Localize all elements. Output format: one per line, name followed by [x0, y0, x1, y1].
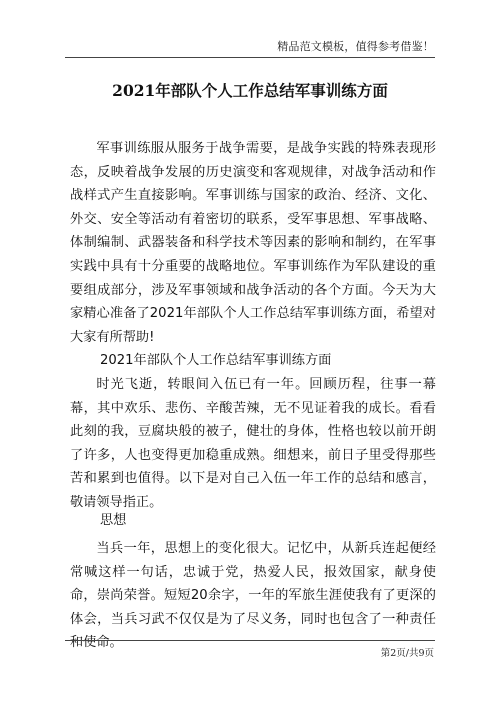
header-note: 精品范文模板，值得参考借鉴！: [277, 40, 434, 53]
section-heading-thought: 思想: [100, 513, 127, 528]
page-number: 第2页/共9页: [380, 648, 434, 659]
thought-paragraph-block: [70, 537, 436, 655]
thought-paragraph: 当兵一年，思想上的变化很大。记忆中，从新兵连起便经常喊这样一句话，忠诚于党，热爱人民，报效国家，献身使命，崇尚荣誉。短短20余字，一年的军旅生涯使我有了更深的体会，当兵习武不仅仅是为了尽义务，同时也包含了一种责任和使命。: [70, 541, 436, 651]
intro-paragraph-block: [70, 137, 436, 349]
article-subtitle: 2021年部队个人工作总结军事训练方面: [100, 353, 332, 368]
opening-paragraph: 时光飞逝，转眼间入伍已有一年。回顾历程，往事一幕幕，其中欢乐、悲伤、辛酸苦辣，无不见证着我的成长。看看此刻的我，豆腐块般的被子，健壮的身体，性格也较以前开朗了许多，人也变得更加稳重成熟。细想来，前日子里受得那些苦和累到也值得。以下是对自己入伍一年工作的总结和感言，敬请领导指正。: [70, 377, 436, 510]
header-divider: [65, 57, 435, 58]
opening-paragraph-block: [70, 373, 436, 515]
intro-paragraph: 军事训练服从服务于战争需要，是战争实践的特殊表现形态，反映着战争发展的历史演变和客观规律，对战争活动和作战样式产生直接影响。军事训练与国家的政治、经济、文化、外交、安全等活动有着密切的联系，受军事思想、军事战略、体制编制、武器装备和科学技术等因素的影响和制约，在军事实践中具有十分重要的战略地位。军事训练作为军队建设的重要组成部分，涉及军事领域和战争活动的各个方面。今天为大家精心准备了2021年部队个人工作总结军事训练方面，希望对大家有所帮助!: [70, 141, 436, 345]
footer-divider: [65, 640, 435, 641]
document-title: 2021年部队个人工作总结军事训练方面: [112, 81, 388, 100]
